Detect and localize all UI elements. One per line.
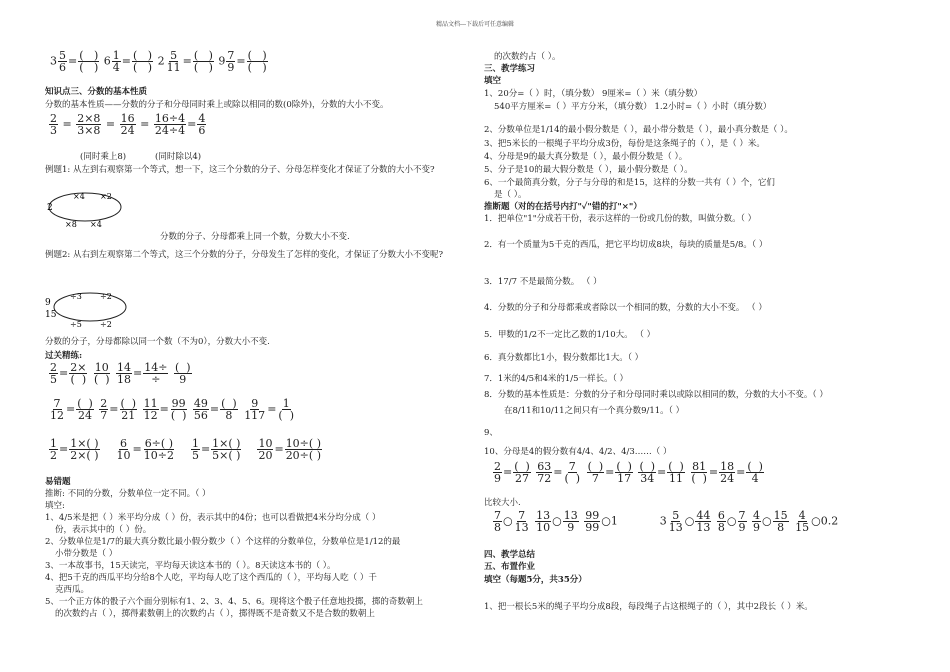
judge-item: 4．分数的分子和分母都乘或者除以一个相同的数，分数的大小不变。 （ ）: [484, 303, 767, 313]
mixed-fraction-row: 3 $\frac{5}{6}$ = $\frac{( )}{( )}$ 6 $\frac{1}{4}$ = $\frac{( )}{( )}$ 2 $\frac{5}{11}$ = $\frac{( )}{( )}$ 9 $\frac{7}{9}$ = $\frac{( )}{( )}$: [50, 49, 267, 74]
judge-item: 1．把单位"1"分成若干份，表示这样的一份或几份的数，叫做分数。（ ）: [484, 214, 757, 224]
easy-item: 份，表示其中的（ ）份。: [55, 525, 152, 535]
compare-row: $\frac{7}{8}$ ○ $\frac{7}{13}$ $\frac{13}{10}$ ○ $\frac{13}{9}$ $\frac{99}{99}$ ○1 3 $\frac{5}{13}$ ○ $\frac{44}{13}$ $\frac{6}{8}$ ○ $\frac{7}{9}$ $\frac{4}{9}$ ○ $\frac{15}{8}$ $\frac{4}{15}$ ○0.2: [494, 509, 839, 534]
judge-item: 9、: [484, 428, 498, 438]
judge-item: 5．甲数的1/2不一定比乙数的1/10大。 （ ）: [484, 330, 656, 340]
svg-text:2: 2: [47, 203, 53, 213]
fill-item: 5、分子是10的最大假分数是（ ），最小假分数是（ ）。: [484, 165, 693, 175]
easy-item: 2、分数单位是1/7的最大真分数比最小假分数少（ ）个这样的分数单位，分数单位是1/12的最: [45, 537, 401, 547]
example-2-answer: 分数的分子，分母都除以同一个数（不为0），分数大小不变.: [45, 337, 270, 347]
easy-item: 5、一个正方体的骰子六个面分别标有1、2、3、4、5、6。现将这个骰子任意地投掷，掷的奇数朝上: [45, 597, 423, 607]
judge-item: 10、分母是4的假分数有4/4、4/2、4/3……（ ）: [484, 447, 672, 457]
section-4-title: 四、教学总结: [484, 550, 536, 560]
easy-title: 易错题: [45, 477, 71, 487]
fill-item: 6、一个最简真分数，分子与分母的和是15，这样的分数一共有（ ）个，它们: [484, 178, 775, 188]
judge-item: 在8/11和10/11之间只有一个真分数9/11。（ ）: [504, 406, 685, 416]
judge-title: 推断题（对的在括号内打"✓"错的打"×"）: [484, 202, 642, 212]
practice-row-3: $\frac{1}{2}$ = $\frac{1\times( )}{2\times( )}$ $\frac{6}{10}$ = $\frac{6\div( )}{10\div 2}$ $\frac{1}{5}$ = $\frac{1\times( )}{5\times( )}$ $\frac{10}{20}$ = $\frac{10\div( )}{20\div( )}$: [50, 437, 321, 462]
svg-text:15: 15: [45, 310, 57, 320]
property-equation: $\frac{2}{3}$ = $\frac{2\times 8}{3\times 8}$ = $\frac{16}{24}$ = $\frac{16\div 4}{24\div 4}$ = $\frac{4}{6}$: [50, 112, 206, 137]
easy-item: 克西瓜。: [55, 585, 90, 595]
eq-note-2: (同时除以4): [155, 152, 202, 162]
easy-fill: 填空:: [45, 501, 65, 511]
svg-text:÷5: ÷5: [70, 320, 82, 329]
fill-item: 3、把5米长的一根绳子平均分成3份，每份是这条绳子的（ ），是（ ）米。: [484, 139, 765, 149]
fraction-fill-row: $\frac{2}{9}$ = $\frac{( )}{27}$ $\frac{63}{72}$ = $\frac{7}{( )}$ $\frac{( )}{7}$ = $\frac{( )}{17}$ $\frac{( )}{34}$ = $\frac{( )}{11}$ $\frac{81}{( )}$ = $\frac{18}{24}$ = $\frac{( )}{4}$: [494, 460, 763, 485]
practice-row-2: $\frac{7}{12}$ = $\frac{( )}{24}$ $\frac{2}{7}$ = $\frac{( )}{21}$ $\frac{11}{12}$ = $\frac{99}{( )}$ $\frac{49}{56}$ = $\frac{( )}{8}$ $\frac{9}{117}$ = $\frac{1}{( )}$: [50, 397, 294, 422]
fill-item: 540平方厘米=（ ）平方分米，（填分数） 1.2小时=（ ）小时（填分数）: [494, 102, 772, 112]
svg-text:÷3: ÷3: [70, 292, 82, 301]
judge-item: 3．17/7 不是最简分数。 （ ）: [484, 277, 602, 287]
multiply-arc-diagram: [45, 185, 125, 230]
example-1-answer: 分数的分子、分母都乘上同一个数，分数大小不变.: [160, 232, 350, 242]
fill-title: 填空: [484, 76, 502, 86]
compare-title: 比较大小.: [484, 498, 521, 508]
judge-item: 6．真分数都比1小，假分数都比1大。（ ）: [484, 353, 644, 363]
svg-text:×4: ×4: [90, 220, 102, 229]
fill-item: 是（ ）。: [494, 190, 527, 200]
judge-item: 8．分数的基本性质是：分数的分子和分母同时乘以或除以相同的数，分数的大小不变。（ ）: [484, 390, 828, 400]
easy-item: 4、把5千克的西瓜平均分给8个人吃，平均每人吃了这个西瓜的（ ），平均每人吃（ ）千: [45, 573, 377, 583]
judge-item: 2．有一个质量为5千克的西瓜，把它平均切成8块，每块的质量是5/8。（ ）: [484, 240, 768, 250]
svg-text:9: 9: [45, 298, 51, 308]
section-5-title: 五、布置作业: [484, 562, 536, 572]
homework-fill-title: 填空（每题5分，共35分）: [484, 575, 587, 585]
section-3-title: 三、教学练习: [484, 64, 536, 74]
page-header: 精品文档---下载后可任意编辑: [435, 21, 515, 28]
easy-item: 1、4/5米是把（ ）米平均分成（ ）份，表示其中的4份；也可以看做把4米分均分成（ ）: [45, 513, 381, 523]
fill-item: 2、分数单位是1/14的最小假分数是（ ），最小带分数是（ ），最小真分数是（ ）。: [484, 125, 793, 135]
divide-arc-diagram: [45, 285, 135, 330]
practice-title: 过关精练:: [45, 351, 83, 361]
fill-item: 4、分母是9的最大真分数是（ ），最小假分数是（ ）。: [484, 152, 688, 162]
svg-text:÷2: ÷2: [100, 292, 112, 301]
judge-item: 7．1米的4/5和4米的1/5一样长。（ ）: [484, 374, 629, 384]
k3-definition: 分数的基本性质——分数的分子和分母同时乘上或除以相同的数(0除外)，分数的大小不变。: [45, 100, 389, 110]
svg-text:÷2: ÷2: [100, 320, 112, 329]
svg-text:×8: ×8: [65, 220, 77, 229]
easy-item: 的次数约占（ ），掷得素数朝上的次数约占（ ），掷得既不是奇数又不是合数的数朝上: [55, 609, 375, 619]
k3-title: 知识点三、分数的基本性质: [45, 87, 148, 97]
easy-item: 小带分数是（ ）: [55, 549, 118, 559]
top-line: 的次数约占（ ）。: [494, 52, 561, 62]
svg-text:×2: ×2: [100, 192, 112, 201]
easy-item: 3、一本故事书，15天读完，平均每天读这本书的（ ）。8天读这本书的（ ）。: [45, 561, 336, 571]
eq-note-1: (同时乘上8): [80, 152, 127, 162]
example-2: 例题2: 从右到左观察第二个等式，这三个分数的分子，分母发生了怎样的变化，才保证了分数大小不变呢?: [45, 250, 444, 260]
fill-item: 1、20分=（ ）时，（填分数） 9厘米=（ ）米（填分数）: [484, 89, 703, 99]
example-1: 例题1: 从左到右观察第一个等式，想一下，这三个分数的分子、分母怎样变化才保证了分数的大小不变?: [45, 165, 435, 175]
homework-item-1: 1、把一根长5米的绳子平均分成8段，每段绳子占这根绳子的（ ），其中2段长（ ）米。: [484, 602, 813, 612]
practice-row-1: $\frac{2}{5}$ = $\frac{2\times}{( )}$ $\frac{10}{( )}$ $\frac{14}{18}$ = $\frac{14\div}{\div}$ $\frac{( )}{9}$: [50, 361, 191, 386]
easy-judge: 推断: 不同的分数，分数单位一定不同。（ ）: [45, 489, 211, 499]
svg-text:×4: ×4: [73, 192, 85, 201]
